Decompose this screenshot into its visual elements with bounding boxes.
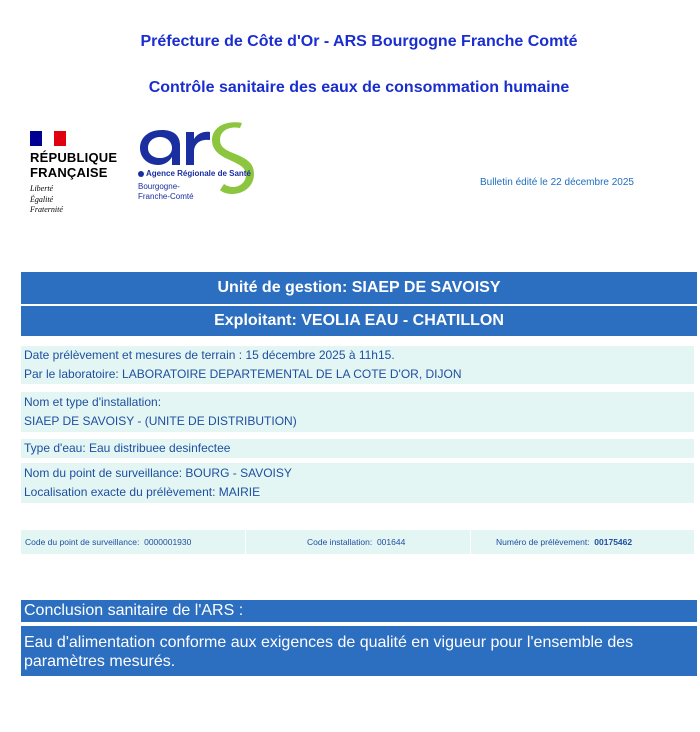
installation-label: Nom et type d'installation:	[24, 395, 162, 409]
sampling-location: Localisation exacte du prélèvement: MAIRIE	[24, 485, 261, 499]
codes-row	[21, 530, 694, 554]
exploitant-banner: Exploitant: VEOLIA EAU - CHATILLON	[21, 306, 697, 336]
sampling-lab: Par le laboratoire: LABORATOIRE DEPARTEMENTAL DE LA COTE D'OR, DIJON	[24, 367, 462, 381]
installation-info	[21, 392, 694, 432]
surveillance-info	[21, 463, 694, 503]
installation-code: Code installation: 001644	[307, 537, 406, 547]
ars-region-name: Bourgogne- Franche-Comté	[138, 182, 194, 201]
ars-flag-dot-icon	[138, 171, 144, 177]
unite-gestion-banner: Unité de gestion: SIAEP DE SAVOISY	[21, 272, 697, 304]
conclusion-heading: Conclusion sanitaire de l'ARS :	[21, 600, 697, 622]
page-title: Préfecture de Côte d'Or - ARS Bourgogne Franche Comté	[140, 33, 578, 50]
rf-logo-motto: Liberté Égalité Fraternité	[30, 184, 63, 214]
installation-value: SIAEP DE SAVOISY - (UNITE DE DISTRIBUTION)	[24, 414, 297, 428]
point-code: Code du point de surveillance: 0000001930	[25, 537, 192, 547]
sampling-info	[21, 346, 694, 384]
surveillance-point: Nom du point de surveillance: BOURG - SAVOISY	[24, 466, 292, 480]
ars-agency-name: Agence Régionale de Santé	[138, 169, 251, 178]
sampling-date: Date prélèvement et mesures de terrain : 15 décembre 2025 à 11h15.	[24, 348, 395, 362]
rf-logo-name: RÉPUBLIQUE FRANÇAISE	[30, 150, 118, 180]
ars-logo	[136, 122, 266, 208]
french-flag-icon	[30, 131, 66, 146]
conclusion-text: Eau d'alimentation conforme aux exigences de qualité en vigueur pour l'ensemble des paramètres mesurés.	[21, 626, 697, 676]
water-type: Type d'eau: Eau distribuee desinfectee	[21, 439, 694, 458]
page-subtitle: Contrôle sanitaire des eaux de consommation humaine	[148, 79, 570, 96]
bulletin-date: Bulletin édité le 22 décembre 2025	[480, 177, 634, 188]
republique-francaise-logo	[30, 131, 125, 217]
sample-number: Numéro de prélèvement: 00175462	[496, 537, 633, 547]
